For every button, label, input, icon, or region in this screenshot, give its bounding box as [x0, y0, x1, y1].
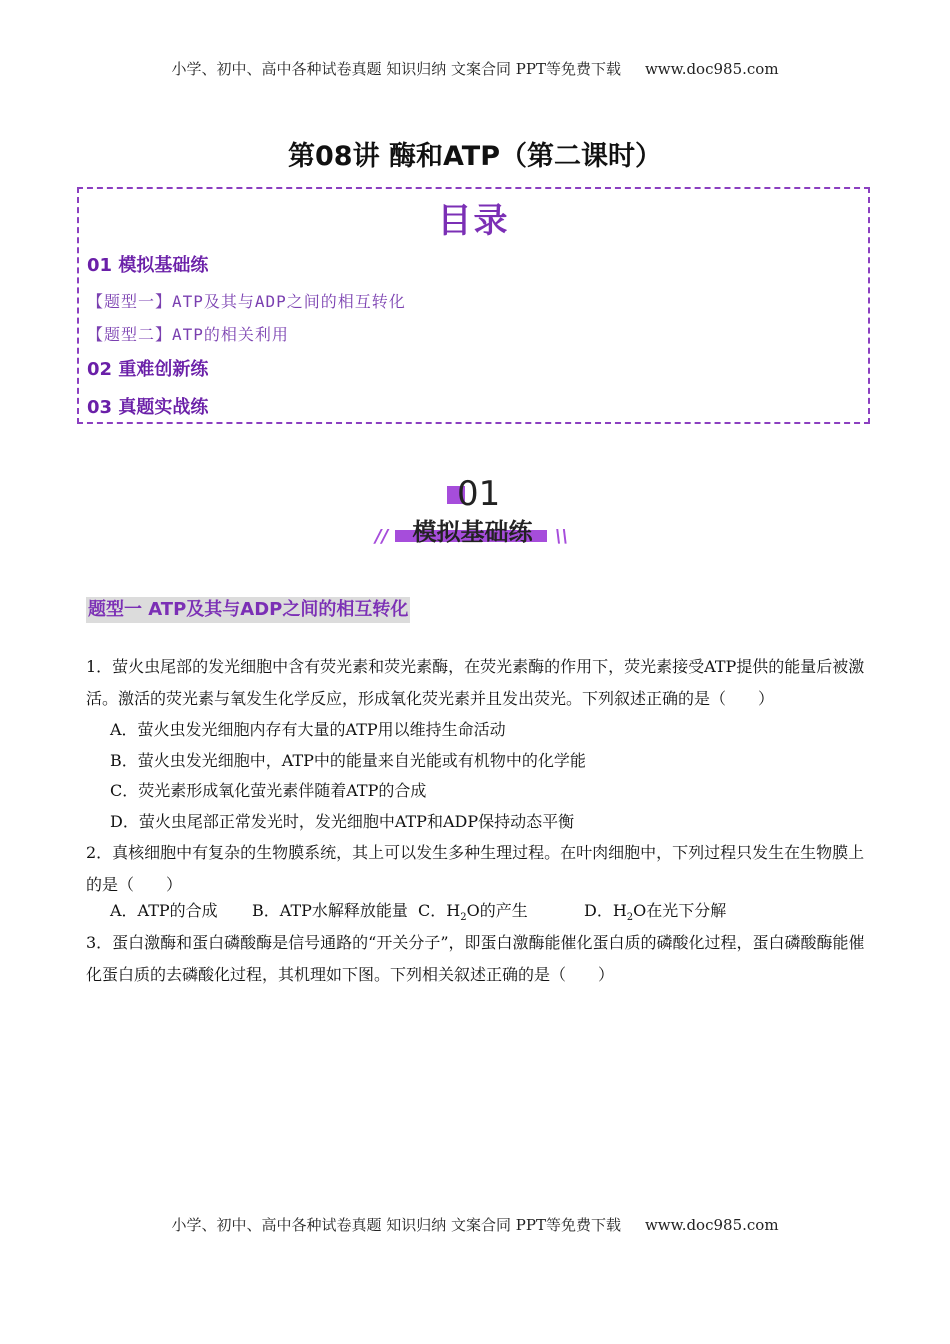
footer-text: 小学、初中、高中各种试卷真题 知识归纳 文案合同 PPT等免费下载	[171, 1216, 621, 1234]
footer-url[interactable]: www.doc985.com	[644, 1216, 779, 1234]
header-text: 小学、初中、高中各种试卷真题 知识归纳 文案合同 PPT等免费下载	[171, 60, 621, 78]
question-1-option-c: C．荧光素形成氧化萤光素伴随着ATP的合成	[110, 781, 427, 800]
table-of-contents	[77, 187, 870, 424]
toc-item-1[interactable]: 01 模拟基础练	[87, 255, 209, 276]
type-heading: 题型一 ATP及其与ADP之间的相互转化	[86, 597, 410, 623]
question-1-option-d: D．萤火虫尾部正常发光时，发光细胞中ATP和ADP保持动态平衡	[110, 812, 575, 831]
section-label: 模拟基础练	[412, 518, 533, 546]
section-number: 01	[457, 474, 501, 514]
header-url[interactable]: www.doc985.com	[644, 60, 779, 78]
section-badge	[375, 474, 575, 554]
question-3-stem: 3．蛋白激酶和蛋白磷酸酶是信号通路的“开关分子”，即蛋白激酶能催化蛋白质的磷酸化过程，蛋白磷酸酶能催化蛋白质的去磷酸化过程，其机理如下图。下列相关叙述正确的是（ ）	[86, 933, 865, 984]
page-title: 第08讲 酶和ATP（第二课时）	[288, 141, 662, 172]
toc-item-3[interactable]: 03 真题实战练	[87, 397, 209, 418]
question-2-option-a: A．ATP的合成	[110, 901, 218, 920]
slash-left-decoration: //	[375, 526, 389, 547]
toc-sub-1[interactable]: 【题型一】ATP及其与ADP之间的相互转化	[87, 292, 406, 311]
question-2-stem: 2．真核细胞中有复杂的生物膜系统，其上可以发生多种生理过程。在叶肉细胞中，下列过程只发生在生物膜上的是（ ）	[86, 843, 865, 894]
page-header	[0, 58, 950, 79]
toc-heading: 目录	[437, 201, 510, 241]
question-2-option-b: B．ATP水解释放能量	[252, 901, 408, 920]
question-1-option-a: A．萤火虫发光细胞内存有大量的ATP用以维持生命活动	[110, 720, 506, 739]
question-2-option-c: C．$H_2O$的产生	[418, 901, 528, 924]
page-footer	[0, 1214, 950, 1235]
toc-sub-2[interactable]: 【题型二】ATP的相关利用	[87, 325, 289, 344]
toc-item-2[interactable]: 02 重难创新练	[87, 359, 209, 380]
slash-right-decoration: \\	[555, 526, 569, 547]
question-1-option-b: B．萤火虫发光细胞中，ATP中的能量来自光能或有机物中的化学能	[110, 751, 586, 770]
question-1-stem: 1．萤火虫尾部的发光细胞中含有荧光素和荧光素酶，在荧光素酶的作用下，荧光素接受ATP提供的能量后被激活。激活的荧光素与氧发生化学反应，形成氧化荧光素并且发出荧光。下列叙述正确的是（ ）	[86, 657, 865, 708]
question-2-option-d: D．$H_2O$在光下分解	[584, 901, 727, 924]
